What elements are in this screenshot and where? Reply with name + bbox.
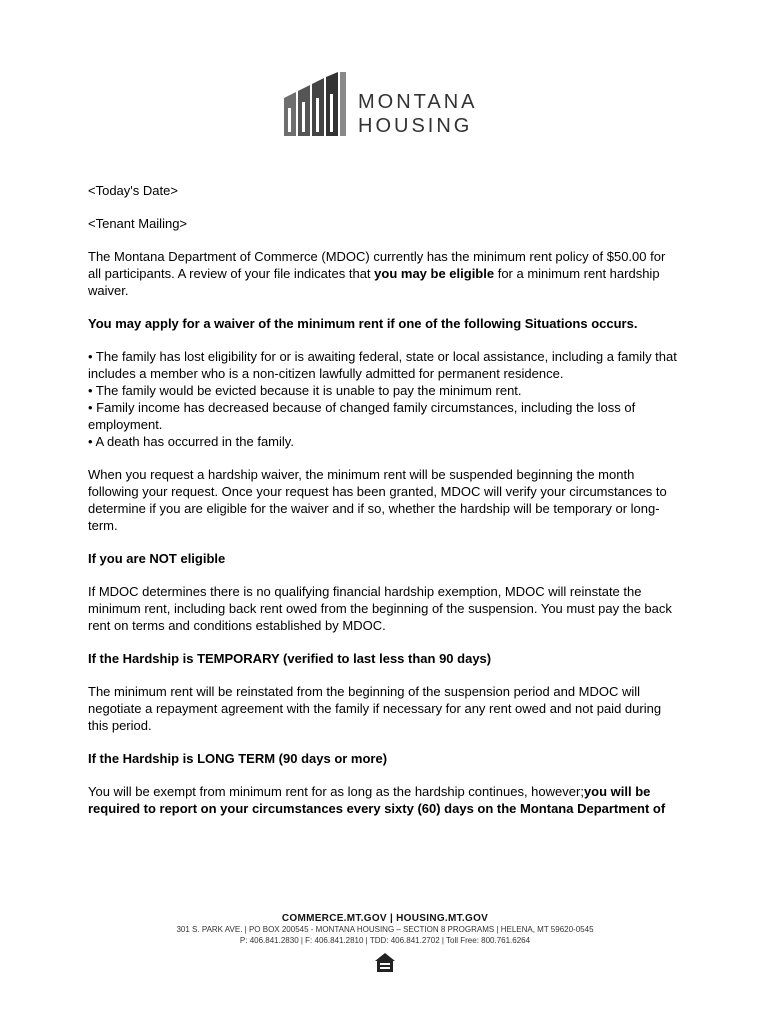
- long-term-heading: If the Hardship is LONG TERM (90 days or more): [88, 751, 388, 766]
- intro-paragraph: [88, 248, 680, 299]
- building-bars-icon: [282, 72, 352, 140]
- footer-address: 301 S. PARK AVE. | PO BOX 200545 - MONTANA HOUSING – SECTION 8 PROGRAMS | HELENA, MT 59620-0545: [176, 925, 594, 934]
- situations-list: [88, 348, 680, 450]
- letter-body: [88, 182, 680, 833]
- request-paragraph: When you request a hardship waiver, the minimum rent will be suspended beginning the month following your request. Once your request has been granted, MDOC will verify your circumstances to determine if you are eligible for the waiver and if so, whether the hardship will be temporary or long-term.: [88, 467, 667, 533]
- situation-item: • The family would be evicted because it is unable to pay the minimum rent.: [88, 383, 522, 398]
- intro-text-1: The Montana Department of Commerce (MDOC) currently has the minimum rent policy of $50.00 for all participants. A review of your file indicates that: [88, 249, 666, 281]
- not-eligible-heading: If you are NOT eligible: [88, 551, 226, 566]
- montana-housing-logo: [282, 72, 492, 140]
- letter-footer: [0, 913, 770, 979]
- long-term-bold: you will be required to report on your circumstances every sixty (60) days on the Montana Department of: [88, 784, 666, 816]
- not-eligible-paragraph: If MDOC determines there is no qualifying financial hardship exemption, MDOC will reinstate the minimum rent, including back rent owed from the beginning of the suspension. You must pay the back rent on terms and conditions established by MDOC.: [88, 584, 672, 633]
- intro-text-2: for a minimum rent hardship waiver.: [88, 266, 660, 298]
- long-term-text: You will be exempt from minimum rent for as long as the hardship continues, however;: [88, 784, 584, 799]
- situation-item: • A death has occurred in the family.: [88, 434, 294, 449]
- temporary-heading: If the Hardship is TEMPORARY (verified to last less than 90 days): [88, 651, 492, 666]
- situation-item: • The family has lost eligibility for or is awaiting federal, state or local assistance, including a family that includes a member who is a non-citizen lawfully admitted for permanent residence.: [88, 349, 677, 381]
- intro-eligible-bold: you may be eligible: [374, 266, 495, 281]
- equal-housing-icon: [374, 952, 396, 979]
- waiver-heading: You may apply for a waiver of the minimum rent if one of the following Situations occurs.: [88, 316, 638, 331]
- logo-wordmark: [358, 90, 478, 138]
- date-placeholder: <Today's Date>: [88, 183, 178, 198]
- situation-item: • Family income has decreased because of changed family circumstances, including the loss of employment.: [88, 400, 636, 432]
- footer-links: COMMERCE.MT.GOV | HOUSING.MT.GOV: [281, 913, 489, 924]
- mailing-placeholder: <Tenant Mailing>: [88, 216, 188, 231]
- logo-line-1: MONTANA: [358, 91, 478, 113]
- long-term-paragraph: [88, 783, 680, 817]
- temporary-paragraph: The minimum rent will be reinstated from the beginning of the suspension period and MDOC will negotiate a repayment agreement with the family if necessary for any rent owed and not paid during this period.: [88, 684, 662, 733]
- logo-line-2: HOUSING: [358, 115, 473, 137]
- footer-phones: P: 406.841.2830 | F: 406.841.2810 | TDD: 406.841.2702 | Toll Free: 800.761.6264: [239, 936, 531, 945]
